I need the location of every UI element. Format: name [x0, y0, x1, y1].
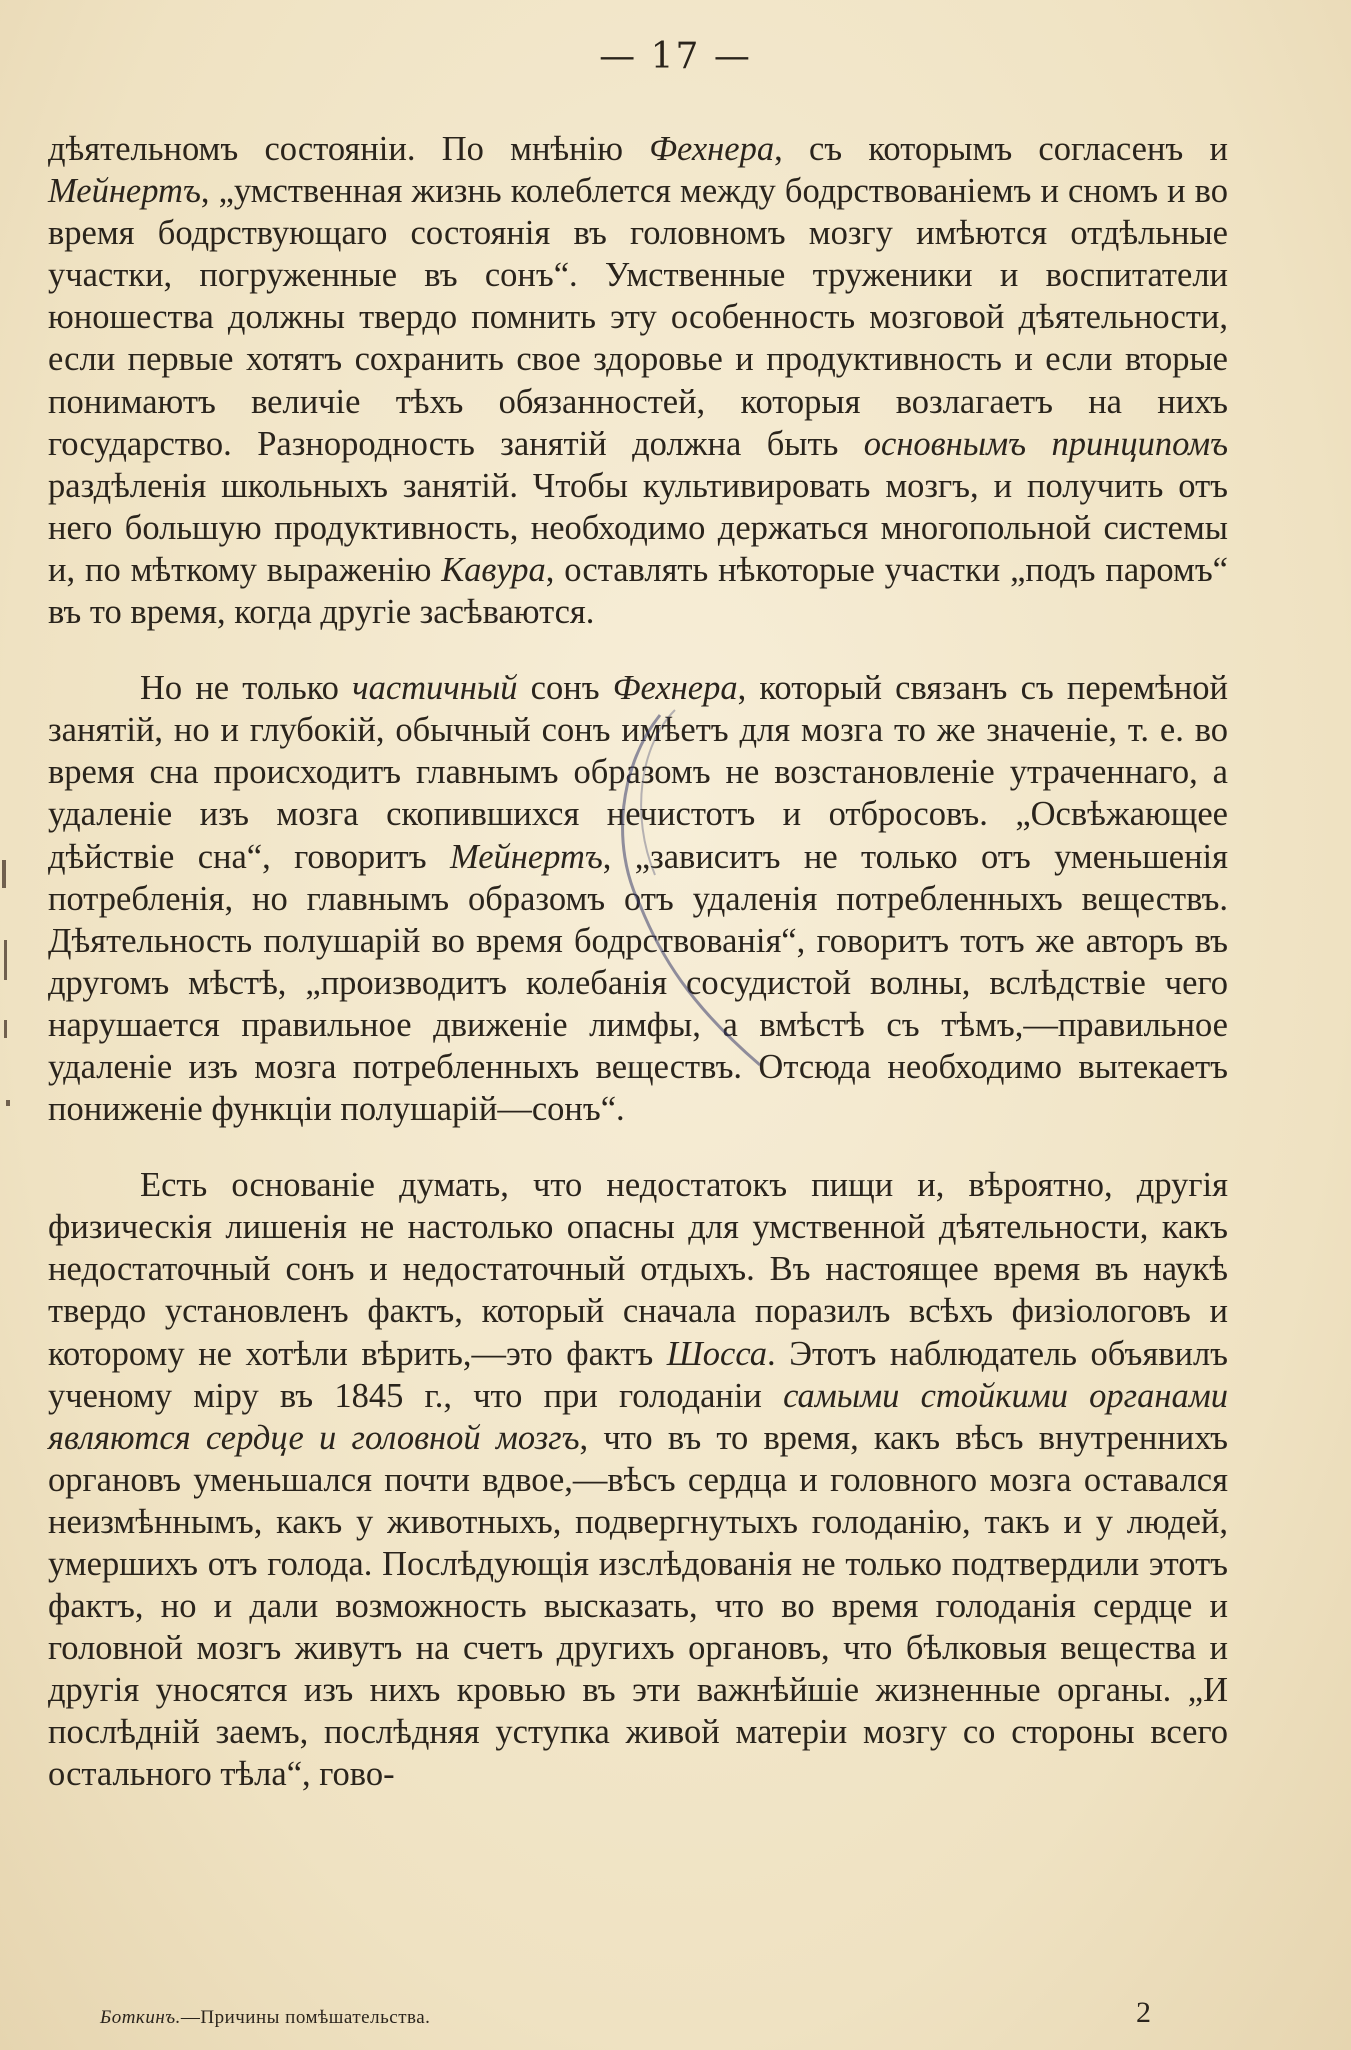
margin-marks: [0, 860, 14, 1120]
footer-author: Боткинъ.: [100, 2007, 181, 2028]
text-run: . Этотъ наблюдатель объявилъ ученому міру въ 1845 г., что при голоданіи: [48, 1334, 1229, 1415]
italic-text: Фехнера: [612, 669, 738, 708]
text-run: , съ которымъ согласенъ и: [774, 130, 1228, 168]
text-run: раздѣленія школьныхъ занятій. Чтобы культивировать мозгъ, и получить отъ него большую продуктивность, необходимо держаться многопольной системы и, по мѣткому выраженію: [48, 466, 1228, 589]
running-footer: [100, 2007, 430, 2029]
italic-text: частичный: [352, 669, 518, 708]
italic-text: Кавура: [441, 550, 546, 589]
text-run: , что въ то время, какъ вѣсъ внутреннихъ органовъ уменьшался почти вдвое,—вѣсъ сердца и головного мозга оставался неизмѣннымъ, какъ у животныхъ, подвергнутыхъ голоданію, такъ и у людей, умершихъ отъ голода. Послѣдующія изслѣдованія не только подтвердили этотъ фактъ, но и дали возможность высказать, что во время голоданія сердце и головной мозгъ живутъ на счетъ другихъ органовъ, что бѣлковыя вещества и другія уносятся изъ нихъ кровью въ эти важнѣйшіе жизненные органы. „И послѣдній заемъ, послѣдняя уступка живой матеріи мозгу со стороны всего остального тѣла“, гово-: [48, 1418, 1228, 1794]
text-run: Но не только: [140, 669, 353, 708]
italic-text: Мейнертъ: [449, 837, 603, 876]
text-run: , „зависитъ не только отъ уменьшенія потребленія, но главнымъ образомъ отъ удаленія потребленныхъ веществъ. Дѣятельность полушарій во время бодрствованія“, говоритъ тотъ же авторъ въ другомъ мѣстѣ, „производитъ колебанія сосудистой волны, вслѣдствіе чего нарушается правильное движеніе лимфы, а вмѣстѣ съ тѣмъ,—правильное удаленіе изъ мозга потребленныхъ веществъ. Отсюда необходимо вытекаетъ пониженіе функціи полушарій—сонъ“.: [48, 837, 1229, 1129]
italic-text: основнымъ принципомъ: [863, 424, 1228, 463]
italic-text: Мейнертъ: [48, 172, 201, 211]
text-run: , который связанъ съ перемѣной занятій, но и глубокій, обычный сонъ имѣетъ для мозга то же значеніе, т. е. во время сна происходитъ главнымъ образомъ не возстановленіе утраченнаго, а удаленіе изъ мозга скопившихся нечистотъ и отбросовъ. „Освѣжающее дѣйствіе сна“, говоритъ: [48, 669, 1228, 876]
paragraph-2: [48, 667, 1228, 1130]
italic-text: Шосса: [666, 1334, 768, 1373]
text-run: Есть основаніе думать, что недостатокъ пищи и, вѣроятно, другія физическія лишенія не настолько опасны для умственной дѣятельности, какъ недостаточный сонъ и недостаточный отдыхъ. Въ настоящее время въ наукѣ твердо установленъ фактъ, который сначала поразилъ всѣхъ физіологовъ и которому не хотѣли вѣрить,—это фактъ: [48, 1166, 1228, 1373]
text-run: , оставлять нѣкоторые участки „подъ паромъ“ въ то время, когда другіе засѣваются.: [48, 550, 1228, 632]
signature-mark: 2: [1136, 1996, 1151, 2029]
text-run: , „умственная жизнь колеблется между бодрствованіемъ и сномъ и во время бодрствующаго состоянія въ головномъ мозгу имѣются отдѣльные участки, погруженные въ сонъ“. Умственные труженики и воспитатели юношества должны твердо помнить эту особенность мозговой дѣятельности, если первые хотятъ сохранить свое здоровье и продуктивность и если вторые понимаютъ величіе тѣхъ обязанностей, которыя возлагаетъ на нихъ государство. Разнородность занятій должна быть: [48, 172, 1228, 463]
footer-title: —Причины помѣшательства.: [180, 2007, 431, 2028]
body-text: [48, 128, 1228, 1796]
paragraph-3: [48, 1164, 1228, 1795]
paragraph-1: [48, 128, 1228, 633]
text-run: сонъ: [517, 669, 613, 708]
text-run: дѣятельномъ состояніи. По мнѣнію: [48, 130, 650, 168]
italic-text: Фехнера: [649, 130, 775, 168]
italic-text: самыми стойкими органами являются сердце и головной мозгъ: [48, 1376, 1228, 1457]
page-number: — 17 —: [599, 36, 752, 77]
